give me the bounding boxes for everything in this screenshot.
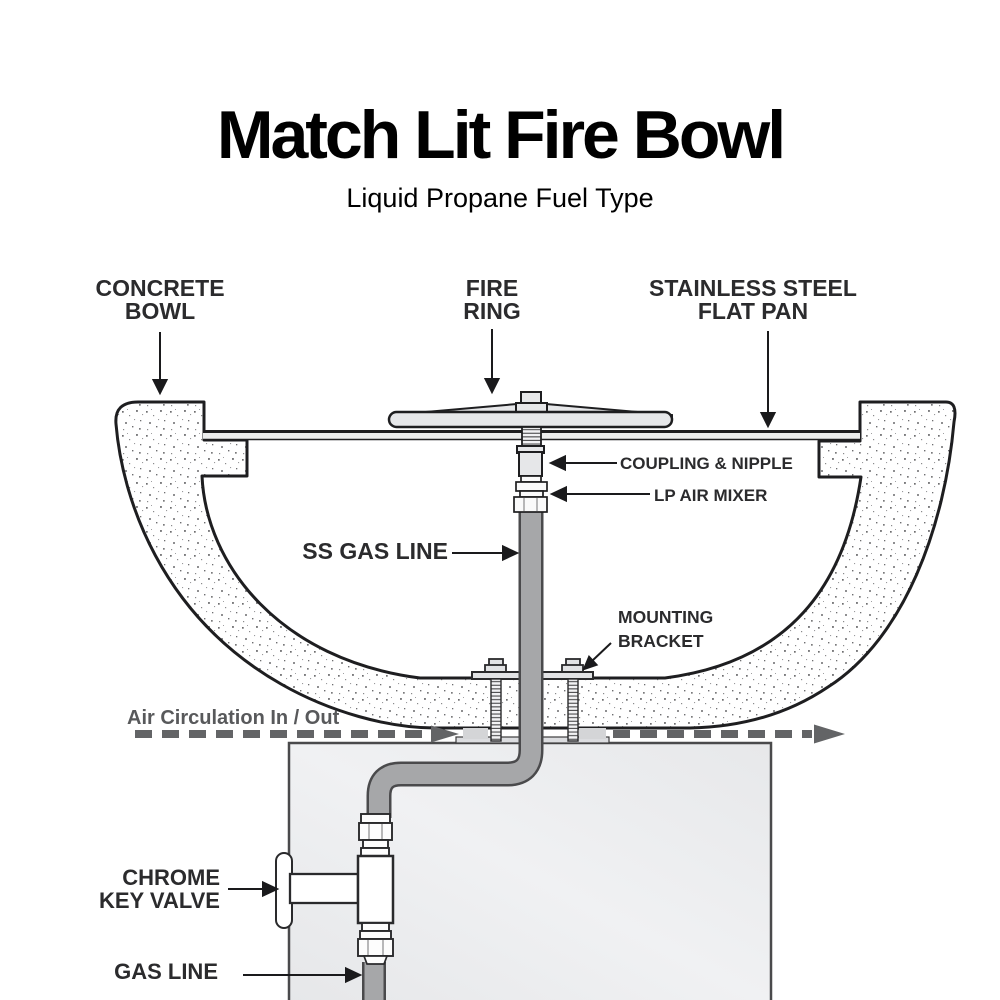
label-concrete-bowl-line2: BOWL <box>124 298 196 324</box>
label-stainless-flat-pan <box>649 277 857 323</box>
label-mounting-bracket-line2: BRACKET <box>618 631 704 651</box>
label-ss-gas-line: SS GAS LINE <box>302 538 448 564</box>
coupling-nipple-shape <box>517 446 544 476</box>
label-fire-ring-line1: FIRE <box>465 275 519 301</box>
label-air-circulation: Air Circulation In / Out <box>127 707 340 729</box>
label-fire-ring-line2: RING <box>463 298 521 324</box>
label-gas-line: GAS LINE <box>114 959 218 984</box>
page-subtitle: Liquid Propane Fuel Type <box>346 183 654 213</box>
label-fire-ring <box>463 277 521 323</box>
label-mounting-bracket-line1: MOUNTING <box>618 607 714 627</box>
label-stainless-flat-pan-line1: STAINLESS STEEL <box>649 275 857 301</box>
lp-air-mixer-shape <box>514 476 547 512</box>
label-concrete-bowl <box>95 277 224 323</box>
label-chrome-key-valve-line1: CHROME <box>122 865 220 890</box>
label-coupling-nipple: COUPLING & NIPPLE <box>620 454 793 473</box>
label-lp-air-mixer: LP AIR MIXER <box>654 486 768 505</box>
label-chrome-key-valve <box>88 867 220 912</box>
label-concrete-bowl-line1: CONCRETE <box>95 275 225 301</box>
page-title: Match Lit Fire Bowl <box>216 97 784 173</box>
label-stainless-flat-pan-line2: FLAT PAN <box>697 298 809 324</box>
label-mounting-bracket <box>618 605 713 653</box>
label-chrome-key-valve-line2: KEY VALVE <box>98 887 220 913</box>
